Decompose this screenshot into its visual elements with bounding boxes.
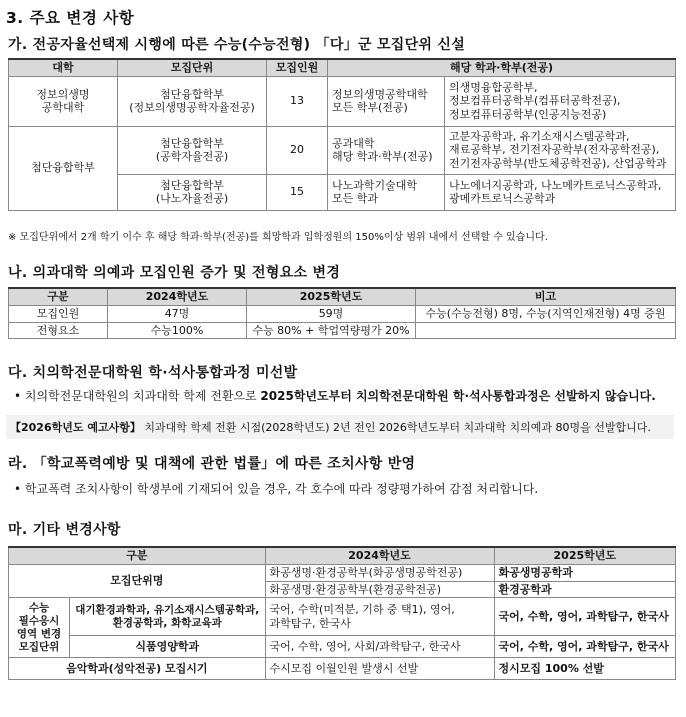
cell: 화공생명·환경공학부(환경공학전공): [265, 581, 494, 598]
col-2025: 2025학년도: [247, 288, 416, 305]
col-category: 구분: [9, 288, 108, 305]
col-remarks: 비고: [416, 288, 676, 305]
col-count: 모집인원: [267, 59, 328, 76]
cell-college: 첨단융합학부: [9, 126, 118, 210]
cell: 수능100%: [108, 322, 247, 339]
cell-depts: 고분자공학과, 유기소재시스템공학과, 재료공학부, 전기전자공학부(전자공학전공), 전기전자공학부(반도체공학전공), 산업공학과: [445, 126, 676, 174]
medical-table: [8, 287, 676, 339]
cell-count: 15: [267, 174, 328, 210]
page-title: 3. 주요 변경 사항: [6, 9, 135, 27]
bullet-text: 학교폭력 조치사항이 학생부에 기재되어 있을 경우, 각 호수에 따라 정량평가하여 감점 처리합니다.: [24, 482, 539, 496]
section-da-bullet: • 치의학전문대학원의 치과대학 학제 전환으로 2025학년도부터 치의학전문대학원 학·석사통합과정은 선발하지 않습니다.: [14, 389, 656, 403]
cell: 전형요소: [9, 322, 108, 339]
cell-unit: 첨단융합학부 (나노자율전공): [118, 174, 267, 210]
col-2024: 2024학년도: [265, 547, 494, 564]
cell: 화공생명·환경공학부(화공생명공학전공): [265, 564, 494, 581]
col-category: 구분: [9, 547, 266, 564]
bullet-bold-text: 2025학년도부터 치의학전문대학원 학·석사통합과정은 선발하지 않습니다.: [260, 389, 656, 403]
cell: 47명: [108, 305, 247, 322]
notice-label: 【2026학년도 예고사항】: [10, 421, 141, 434]
cell-count: 13: [267, 76, 328, 126]
cell: 59명: [247, 305, 416, 322]
other-changes-table: [8, 546, 676, 680]
suneung-label: 수능 필수응시 영역 변경 모집단위: [9, 598, 70, 658]
notice-text: 치과대학 학제 전환 시점(2028학년도) 2년 전인 2026학년도부터 치과대학 치의예과 80명을 선발합니다.: [140, 421, 651, 434]
cell-target-college: 나노과학기술대학 모든 학과: [328, 174, 445, 210]
section-ra-bullet: • 학교폭력 조치사항이 학생부에 기재되어 있을 경우, 각 호수에 따라 정량평가하여 감점 처리합니다.: [14, 482, 539, 496]
section-na-heading: 나. 의과대학 의예과 모집인원 증가 및 전형요소 변경: [8, 265, 341, 281]
cell: 음악학과(성악전공) 모집시기: [9, 658, 266, 680]
col-depts: 해당 학과·학부(전공): [328, 59, 676, 76]
cell-college: 정보의생명 공학대학: [9, 76, 118, 126]
cell: 대기환경과학과, 유기소재시스템공학과, 환경공학과, 화학교육과: [70, 598, 266, 636]
cell-unit: 첨단융합학부 (정보의생명공학자율전공): [118, 76, 267, 126]
cell: 수능 80% + 학업역량평가 20%: [247, 322, 416, 339]
section-ga-note: ※ 모집단위에서 2개 학기 이수 후 해당 학과·학부(전공)를 희망학과 입학정원의 150%이상 범위 내에서 선택할 수 있습니다.: [8, 232, 548, 243]
cell: 식품영양학과: [70, 636, 266, 658]
cell: 국어, 수학(미적분, 기하 중 택1), 영어, 과학탐구, 한국사: [265, 598, 494, 636]
cell-target-college: 정보의생명공학대학 모든 학부(전공): [328, 76, 445, 126]
bullet-text: 치의학전문대학원의 치과대학 학제 전환으로: [24, 389, 261, 403]
cell: 모집인원: [9, 305, 108, 322]
section-ra-heading: 라. 「학교폭력예방 및 대책에 관한 법률」에 따른 조치사항 반영: [8, 456, 416, 472]
unit-name-label: 모집단위명: [9, 564, 266, 598]
cell: 수능(수능전형) 8명, 수능(지역인재전형) 4명 증원: [416, 305, 676, 322]
section-da-heading: 다. 치의학전문대학원 학·석사통합과정 미선발: [8, 365, 298, 381]
cell-depts: 의생명융합공학부, 정보컴퓨터공학부(컴퓨터공학전공), 정보컴퓨터공학부(인공지능전공): [445, 76, 676, 126]
cell: 수시모집 이월인원 발생시 선발: [265, 658, 494, 680]
cell-count: 20: [267, 126, 328, 174]
notice-box: [6, 415, 674, 439]
major-selection-table: [8, 58, 676, 211]
col-college: 대학: [9, 59, 118, 76]
cell-depts: 나노에너지공학과, 나노메카트로닉스공학과, 광메카트로닉스공학과: [445, 174, 676, 210]
col-2025: 2025학년도: [494, 547, 675, 564]
cell: 정시모집 100% 선발: [494, 658, 675, 680]
cell: 국어, 수학, 영어, 사회/과학탐구, 한국사: [265, 636, 494, 658]
cell: 국어, 수학, 영어, 과학탐구, 한국사: [494, 636, 675, 658]
col-unit: 모집단위: [118, 59, 267, 76]
cell: 국어, 수학, 영어, 과학탐구, 한국사: [494, 598, 675, 636]
cell-unit: 첨단융합학부 (공학자율전공): [118, 126, 267, 174]
col-2024: 2024학년도: [108, 288, 247, 305]
cell: 화공생명공학과: [494, 564, 675, 581]
section-ma-heading: 마. 기타 변경사항: [8, 522, 121, 538]
cell-target-college: 공과대학 해당 학과·학부(전공): [328, 126, 445, 174]
cell: [416, 322, 676, 339]
section-ga-heading: 가. 전공자율선택제 시행에 따른 수능(수능전형) 「다」군 모집단위 신설: [8, 37, 466, 53]
cell: 환경공학과: [494, 581, 675, 598]
